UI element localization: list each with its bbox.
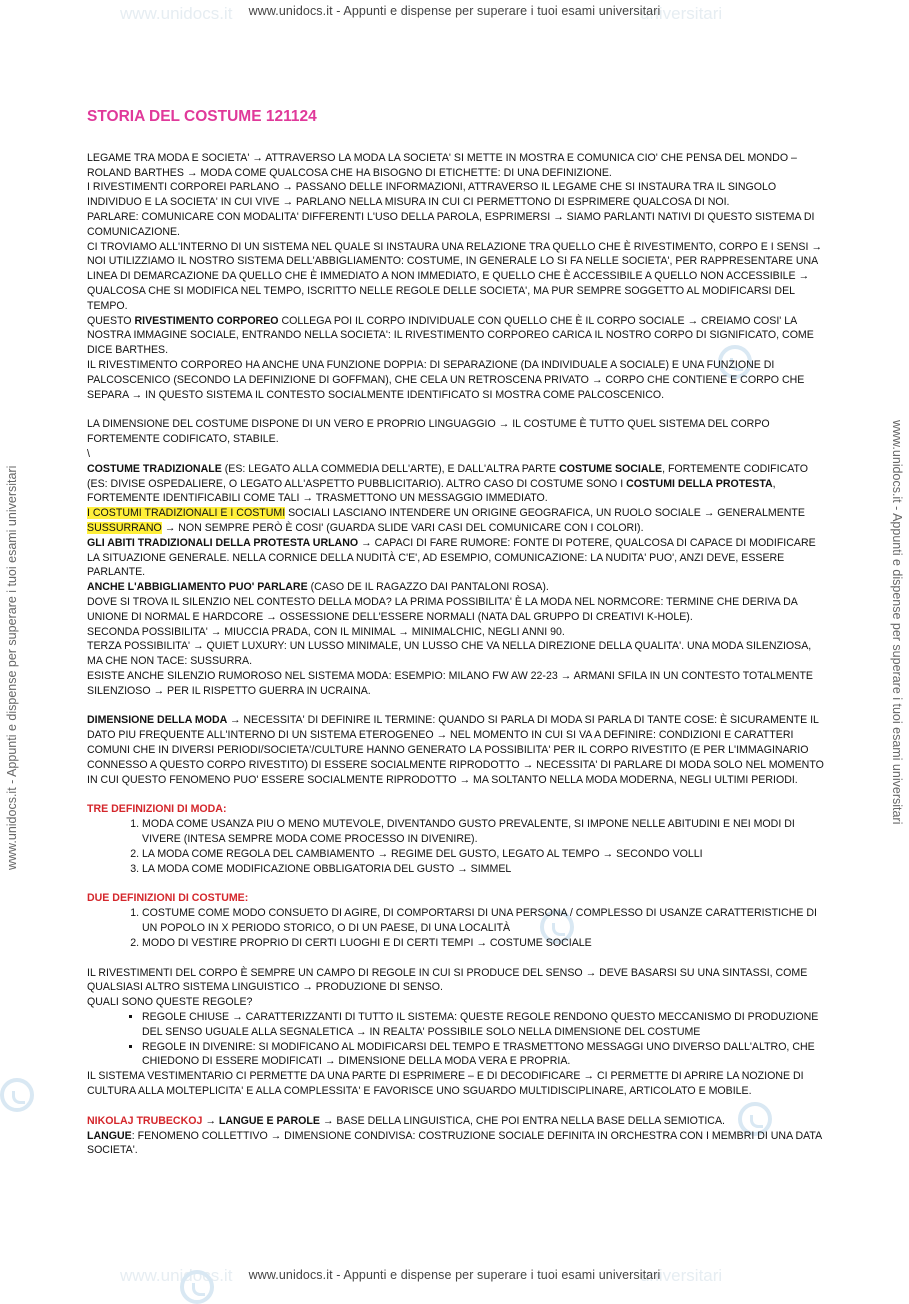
paragraph: \: [87, 447, 90, 460]
paragraph: [87, 462, 825, 506]
paragraph: PARLARE: COMUNICARE CON MODALITA' DIFFERENTI L'USO DELLA PAROLA, ESPRIMERSI → SIAMO PARLANTI NATIVI DI QUESTO SISTEMA DI COMUNICAZIONE.: [87, 210, 815, 238]
list-item: ▪ REGOLE CHIUSE → CARATTERIZZANTI DI TUTTO IL SISTEMA: QUESTE REGOLE RENDONO QUESTO MECCANISMO DI PRODUZIONE DEL SENSO UGUALE ALLA SEGNALETICA → IN REALTA' POSSIBILE SOLO NELLA DIMENSIONE DEL COSTUME: [142, 1010, 825, 1040]
document-body: [87, 110, 825, 1158]
paragraph: [87, 1129, 825, 1159]
bottom-banner[interactable]: www.unidocs.it - Appunti e dispense per superare i tuoi esami universitari: [248, 1268, 661, 1282]
list-item: 2. MODO DI VESTIRE PROPRIO DI CERTI LUOGHI E DI CERTI TEMPI → COSTUME SOCIALE: [142, 936, 825, 951]
list-item: 1. MODA COME USANZA PIU O MENO MUTEVOLE, DIVENTANDO GUSTO PREVALENTE, SI IMPONE NELLE ABITUDINI E NEI MODI DI VIVERE (INTESA SEMPRE MODA COME PROCESSO IN DIVENIRE).: [142, 817, 825, 847]
list-item: 1. COSTUME COME MODO CONSUETO DI AGIRE, DI COMPORTARSI DI UNA PERSONA / COMPLESSO DI USANZE CARATTERISTICHE DI UN POPOLO IN X PERIODO STORICO, O DI UN PAESE, DI UNA LOCALITÀ: [142, 906, 825, 936]
paragraph: [87, 713, 825, 787]
bold-term: → LANGUE E PAROLE →: [202, 1114, 334, 1127]
left-side-banner: www.unidocs.it - Appunti e dispense per superare i tuoi esami universitari: [5, 465, 19, 870]
watermark-text: www.unidocs.it: [120, 1266, 233, 1285]
paragraph: LEGAME TRA MODA E SOCIETA' → ATTRAVERSO LA MODA LA SOCIETA' SI METTE IN MOSTRA E COMUNICA CIO' CHE PENSA DEL MONDO – ROLAND BARTHES → MODA COME QUALCOSA CHE HA BISOGNO DI ETICHETTE: DI UNA DEFINIZIONE.: [87, 151, 797, 179]
paragraph: LA DIMENSIONE DEL COSTUME DISPONE DI UN VERO E PROPRIO LINGUAGGIO → IL COSTUME È TUTTO QUEL SISTEMA DEL CORPO FORTEMENTE CODIFICATO, STABILE.: [87, 418, 770, 446]
moda-definitions-list: [87, 817, 825, 876]
list-item: 3. LA MODA COME MODIFICAZIONE OBBLIGATORIA DEL GUSTO → SIMMEL: [142, 862, 825, 877]
rules-list: [87, 1010, 825, 1069]
section-heading: TRE DEFINIZIONI DI MODA:: [87, 803, 227, 816]
bold-term: COSTUMI DELLA PROTESTA: [626, 477, 773, 490]
bold-term: GLI ABITI TRADIZIONALI DELLA PROTESTA URLANO: [87, 536, 359, 549]
highlighted-text: I COSTUMI TRADIZIONALI E I COSTUMI: [87, 507, 286, 520]
bold-term: COSTUME SOCIALE: [559, 462, 663, 475]
author-name: NIKOLAJ TRUBECKOJ: [87, 1114, 203, 1127]
watermark-text: www.unidocs.it: [120, 4, 233, 23]
paragraph: [87, 506, 825, 536]
text-run: SOCIALI LASCIANO INTENDERE UN ORIGINE GEOGRAFICA, UN RUOLO SOCIALE → GENERALMENTE: [285, 507, 805, 520]
text-run: (ES: LEGATO ALLA COMMEDIA DELL'ARTE), E DALL'ALTRA PARTE: [221, 462, 560, 475]
text-run: COLLEGA POI IL CORPO INDIVIDUALE CON QUELLO CHE È IL CORPO SOCIALE → CREIAMO COSI' LA NOSTRA IMMAGINE SOCIALE, ENTRANDO NELLA SOCIETA': IL RIVESTIMENTO CORPOREO CARICA IL NOSTRO CORPO DI SIGNIFICATO, COME DICE BARTHES.: [87, 314, 814, 357]
text-run: : FENOMENO COLLETTIVO → DIMENSIONE CONDIVISA: COSTRUZIONE SOCIALE DEFINITA IN ORCHESTRA CON I MEMBRI DI UNA DATA SOCIETA'.: [87, 1129, 822, 1157]
text-run: (CASO DE IL RAGAZZO DAI PANTALONI ROSA).: [307, 581, 549, 594]
paragraph: SECONDA POSSIBILITA' → MIUCCIA PRADA, CON IL MINIMAL → MINIMALCHIC, NEGLI ANNI 90.: [87, 625, 565, 638]
bold-term: ANCHE L'ABBIGLIAMENTO PUO' PARLARE: [87, 581, 308, 594]
paragraph: [87, 580, 825, 595]
text-run: QUESTO: [87, 314, 135, 327]
paragraph: [87, 314, 825, 358]
list-item: 2. LA MODA COME REGOLA DEL CAMBIAMENTO → REGIME DEL GUSTO, LEGATO AL TEMPO → SECONDO VOLLI: [142, 847, 825, 862]
paragraph: IL RIVESTIMENTI DEL CORPO È SEMPRE UN CAMPO DI REGOLE IN CUI SI PRODUCE DEL SENSO → DEVE BASARSI SU UNA SINTASSI, COME QUALSIASI ALTRO SISTEMA LINGUISTICO → PRODUZIONE DI SENSO.: [87, 966, 808, 994]
watermark-text: universitari: [640, 1266, 723, 1285]
text-run: NECESSITA' DI DEFINIRE IL TERMINE: QUANDO SI PARLA DI MODA SI PARLA DI TANTE COSE: È SICURAMENTE IL DATO PIU FREQUENTE ALL'INTERNO DI UN SISTEMA ETEROGENEO → NEL MOMENTO IN CUI SI VA A DEFINIRE: CONDIZIONI E CARATTERI COMUNI CHE IN DIVERSI PERIODI/SOCIETA'/CULTURE HANNO GENERATO LA POSSIBILITA' PER IL CORPO RIVESTITO (E PER L'IMMAGINARIO CONNESSO A QUESTO CORPO RIVESTITO) DI ESSERE SOCIALMENTE RIPRODOTTO → NECESSITA' DI PARLARE DI MODA SOLO NEL MOMENTO IN CUI QUESTO FENOMENO PUO' ESSERE SOCIALMENTE RIPRODOTTO → MA SOLTANTO NELLA MODA MODERNA, NEGLI ULTIMI PERIODI.: [87, 714, 824, 786]
paragraph: IL SISTEMA VESTIMENTARIO CI PERMETTE DA UNA PARTE DI ESPRIMERE – E DI DECODIFICARE → CI PERMETTE DI APRIRE LA NOZIONE DI CULTURA ALLA MOLTEPLICITA' E ALLA COMPLESSITA' E FAVORISCE UNO SGUARDO MULTIDISCIPLINARE, ARTICOLATO E MOBILE.: [87, 1070, 804, 1098]
paragraph: I RIVESTIMENTI CORPOREI PARLANO → PASSANO DELLE INFORMAZIONI, ATTRAVERSO IL LEGAME CHE SI INSTAURA TRA IL SINGOLO INDIVIDUO E LA SOCIETA' IN CUI VIVE → PARLANO NELLA MISURA IN CUI CI PERMETTONO DI ESPRIMERE QUALCOSA DI NOI.: [87, 181, 777, 209]
text-run: → NON SEMPRE PERÒ È COSI' (GUARDA SLIDE VARI CASI DEL COMUNICARE CON I COLORI).: [161, 521, 644, 534]
text-run: → CAPACI DI FARE RUMORE: FONTE DI POTERE, QUALCOSA DI CAPACE DI MODIFICARE LA SITUAZIONE GENERALE. NELLA CORNICE DELLA NUDITÀ C'E', AD ESEMPIO, COMUNICAZIONE: LA NUDITA' PUO', ANZI DEVE, ESSERE PARLANTE.: [87, 536, 816, 579]
top-banner[interactable]: www.unidocs.it - Appunti e dispense per superare i tuoi esami universitari: [248, 4, 661, 18]
text-run: , FORTEMENTE IDENTIFICABILI COME TALI → TRASMETTONO UN MESSAGGIO IMMEDIATO.: [87, 477, 776, 505]
paragraph: IL RIVESTIMENTO CORPOREO HA ANCHE UNA FUNZIONE DOPPIA: DI SEPARAZIONE (DA INDIVIDUALE A SOCIALE) E UNA FUNZIONE DI PALCOSCENICO (SECONDO LA DEFINIZIONE DI GOFFMAN), CHE CELA UN RETROSCENA PRIVATO → CORPO CHE CONTIENE E CORPO CHE SEPARA → IN QUESTO SISTEMA IL CONTESTO SOCIALMENTE IDENTIFICATO SI MOSTRA COME PALCOSCENICO.: [87, 358, 805, 401]
paragraph: CI TROVIAMO ALL'INTERNO DI UN SISTEMA NEL QUALE SI INSTAURA UNA RELAZIONE TRA QUELLO CHE È RIVESTIMENTO, CORPO E I SENSI → NOI UTILIZZIAMO IL NOSTRO SISTEMA DELL'ABBIGLIAMENTO: COSTUME, IN GENERALE LO SI FA NELLE SOCIETA', PER RAPPRESENTARE UNA LINEA DI DEMARCAZIONE DA QUELLO CHE È IMMEDIATO A NON IMMEDIATO, E QUELLO CHE È ACCESSIBILE A QUELLO NON ACCESSIBILE → QUALCOSA CHE SI MODIFICA NEL TEMPO, ISCRITTO NELLE REGOLE DELLE SOCIETA', MA PUR SEMPRE SOGGETTO AL MODIFICARSI DEL TEMPO.: [87, 240, 822, 312]
paragraph: [87, 536, 825, 580]
paragraph: TERZA POSSIBILITA' → QUIET LUXURY: UN LUSSO MINIMALE, UN LUSSO CHE VA NELLA DIREZIONE DELLA QUALITA'. UNA MODA SILENZIOSA, MA CHE NON TACE: SUSSURRA.: [87, 640, 812, 668]
list-item: ▪ REGOLE IN DIVENIRE: SI MODIFICANO AL MODIFICARSI DEL TEMPO E TRASMETTONO MESSAGGI UNO DIVERSO DALL'ALTRO, CHE CHIEDONO DI ESSERE MODIFICATI → DIMENSIONE DELLA MODA VERA E PROPRIA.: [142, 1040, 825, 1070]
right-side-banner: www.unidocs.it - Appunti e dispense per superare i tuoi esami universitari: [890, 420, 904, 825]
bold-term: COSTUME TRADIZIONALE: [87, 462, 222, 475]
text-run: BASE DELLA LINGUISTICA, CHE POI ENTRA NELLA BASE DELLA SEMIOTICA.: [333, 1114, 725, 1127]
paragraph: DOVE SI TROVA IL SILENZIO NEL CONTESTO DELLA MODA? LA PRIMA POSSIBILITA' È LA MODA NEL NORMCORE: TERMINE CHE DERIVA DA UNIONE DI NORMAL E HARDCORE → OSSESSIONE DELL'ESSERE NORMALI (NATA DAL GRUPPO DI CREATIVI K-HOLE).: [87, 595, 798, 623]
text-run: , FORTEMENTE CODIFICATO (ES: DIVISE OSPEDALIERE, O LEGATO ALL'ASPETTO PUBBLICITARIO). ALTRO CASO DI COSTUME SONO I: [87, 462, 809, 490]
unidocs-logo-watermark-icon: [0, 1078, 34, 1112]
paragraph: ESISTE ANCHE SILENZIO RUMOROSO NEL SISTEMA MODA: ESEMPIO: MILANO FW AW 22-23 → ARMANI SFILA IN UN CONTESTO TOTALMENTE SILENZIOSO → PER IL RISPETTO GUERRA IN UCRAINA.: [87, 669, 813, 697]
watermark-text: universitari: [640, 4, 723, 23]
bold-term: LANGUE: [87, 1129, 132, 1142]
section-heading: DUE DEFINIZIONI DI COSTUME:: [87, 892, 249, 905]
paragraph: [87, 1114, 825, 1129]
bold-term: DIMENSIONE DELLA MODA →: [87, 714, 241, 727]
page-title: STORIA DEL COSTUME 121124: [87, 108, 317, 125]
paragraph: QUALI SONO QUESTE REGOLE?: [87, 996, 253, 1009]
bold-term: RIVESTIMENTO CORPOREO: [134, 314, 279, 327]
highlighted-text: SUSSURRANO: [87, 521, 162, 534]
costume-definitions-list: [87, 906, 825, 950]
